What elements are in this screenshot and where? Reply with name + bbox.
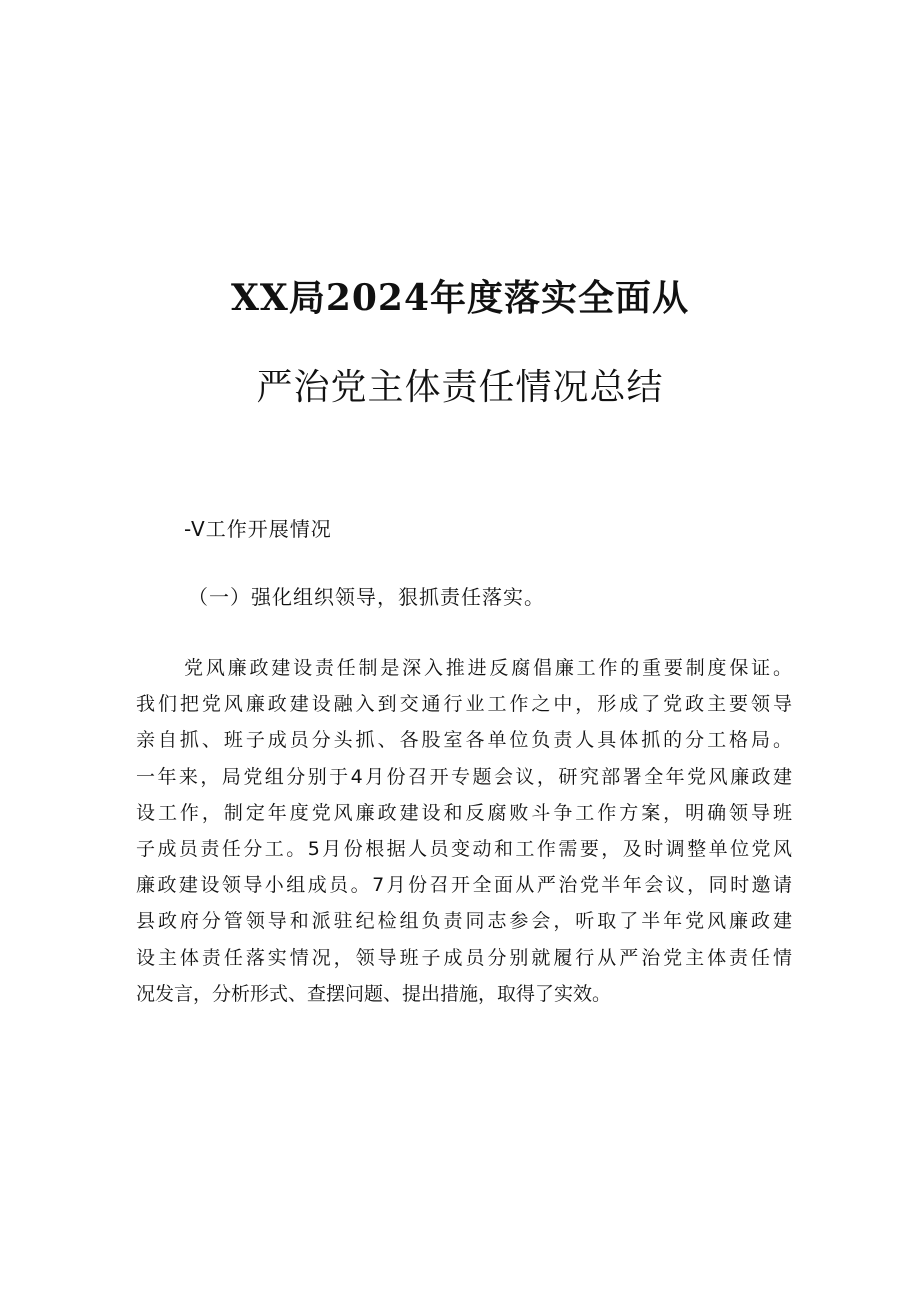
paragraph-line: 我们把党风廉政建设融入到交通行业工作之中，形成了党政主要领导 bbox=[136, 693, 792, 716]
paragraph-line: 党风廉政建设责任制是深入推进反腐倡廉工作的重要制度保证。 bbox=[184, 657, 792, 679]
paragraph-line: 设主体责任落实情况，领导班子成员分别就履行从严治党主体责任情 bbox=[136, 946, 792, 969]
subsection-heading: （一）强化组织领导，狠抓责任落实。 bbox=[188, 585, 545, 609]
paragraph-line: 廉政建设领导小组成员。7月份召开全面从严治党半年会议，同时邀请 bbox=[136, 874, 792, 897]
document-title-line-1: XX局2024年度落实全面从 bbox=[230, 277, 690, 319]
section-heading: -V工作开展情况 bbox=[184, 517, 332, 541]
document-title-line-2: 严治党主体责任情况总结 bbox=[256, 367, 664, 408]
paragraph-line: 设工作，制定年度党风廉政建设和反腐败斗争工作方案，明确领导班 bbox=[136, 801, 792, 824]
paragraph-line: 一年来，局党组分别于4月份召开专题会议，研究部署全年党风廉政建 bbox=[136, 765, 792, 788]
body-paragraph bbox=[136, 650, 792, 1012]
paragraph-line: 县政府分管领导和派驻纪检组负责同志参会，听取了半年党风廉政建 bbox=[136, 910, 792, 933]
paragraph-line: 况发言，分析形式、查摆问题、提出措施，取得了实效。 bbox=[136, 982, 612, 1005]
paragraph-line: 子成员责任分工。5月份根据人员变动和工作需要，及时调整单位党风 bbox=[136, 837, 792, 860]
paragraph-line: 亲自抓、班子成员分头抓、各股室各单位负责人具体抓的分工格局。 bbox=[136, 729, 792, 752]
